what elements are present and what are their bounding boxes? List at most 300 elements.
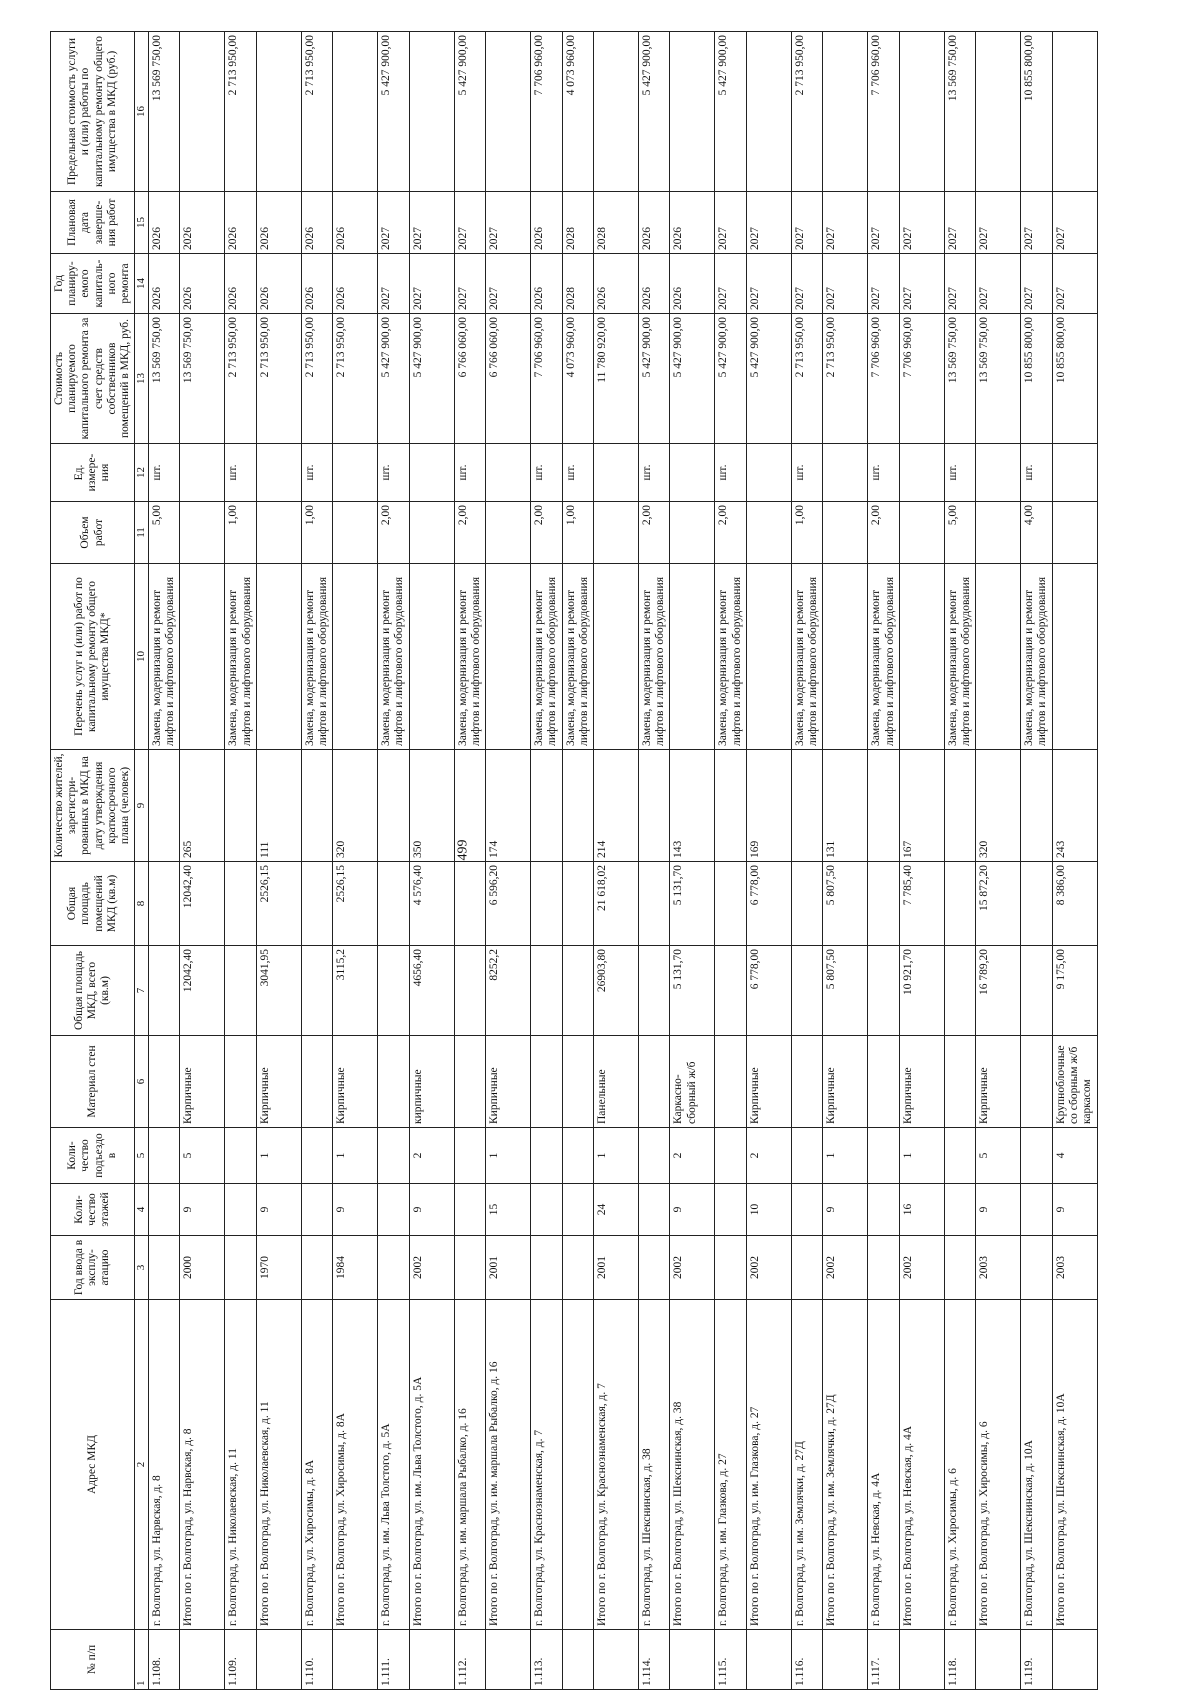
cell-unit: шт. [454,444,485,502]
cell-material: кирпичные [409,1036,454,1128]
cell-number [746,1630,791,1690]
cell-cost [868,314,899,444]
cell-plan-year-value: 2026 [182,287,195,310]
cell-end-date [639,192,670,254]
cell-volume: 2,00 [531,502,562,564]
cell-plan-year-value: 2026 [335,287,348,310]
cell-works: Замена, модернизация и ремонт лифтов и лифтового оборудования [791,564,822,750]
cell-end-date-value: 2026 [672,227,685,250]
column-number-row [135,32,149,1690]
cell-limit [333,32,378,192]
cell-cost-value: 2 713 950,00 [793,317,806,378]
cell-works: Замена, модернизация и ремонт лифтов и лифтового оборудования [1021,564,1052,750]
cell-area-total: 8252,2 [486,946,531,1036]
cell-entrances [868,1128,899,1184]
cell-volume: 4,00 [1021,502,1052,564]
cell-plan-year [486,254,531,314]
cell-works: Замена, модернизация и ремонт лифтов и лифтового оборудования [531,564,562,750]
cell-plan-year [301,254,332,314]
cell-material [639,1036,670,1128]
cell-plan-year [409,254,454,314]
cell-cost [301,314,332,444]
cell-end-date [486,192,531,254]
cell-plan-year-value: 2027 [748,287,761,310]
cell-cost-value: 13 569 750,00 [182,317,195,384]
cell-works: Замена, модернизация и ремонт лифтов и лифтового оборудования [454,564,485,750]
header-cell: Ед. измере-ния [51,444,135,502]
cell-address: Итого по г. Волгоград, ул. им. Землячки, д. 27Д [823,1300,868,1630]
table-total-row [486,32,531,1690]
table-total-row [746,32,791,1690]
cell-material [562,1036,593,1128]
cell-limit [594,32,639,192]
cell-limit: 5 427 900,00 [639,32,670,192]
cell-plan-year-value: 2027 [825,287,838,310]
cell-number: 1.108. [148,1630,179,1690]
cell-area-total: 4656,40 [409,946,454,1036]
cell-residents [944,750,975,862]
cell-plan-year-value: 2026 [227,287,240,310]
cell-volume: 1,00 [225,502,256,564]
cell-plan-year-value: 2026 [150,287,163,310]
cell-address: г. Волгоград, ул. Невская, д. 4А [868,1300,899,1630]
cell-end-date [409,192,454,254]
cell-cost [823,314,868,444]
cell-area-total: 5 131,70 [670,946,715,1036]
cell-entrances [378,1128,409,1184]
cell-floors: 15 [486,1184,531,1236]
table-body [148,32,1097,1690]
cell-area-rooms [531,862,562,946]
cell-address: Итого по г. Волгоград, ул. им. Глазкова, д. 27 [746,1300,791,1630]
cell-floors: 9 [823,1184,868,1236]
cell-number [409,1630,454,1690]
cell-residents [715,750,746,862]
cell-end-date [256,192,301,254]
cell-end-date-value: 2027 [901,227,914,250]
header-cell: Год планиру-емого капиталь-ного ремонта [51,254,135,314]
cell-unit [486,444,531,502]
cell-cost-value: 7 706 960,00 [901,317,914,378]
cell-entrances: 1 [333,1128,378,1184]
cell-works: Замена, модернизация и ремонт лифтов и лифтового оборудования [378,564,409,750]
cell-address: г. Волгоград, ул. Николаевская, д. 11 [225,1300,256,1630]
column-number: 2 [135,1300,149,1630]
cell-works: Замена, модернизация и ремонт лифтов и лифтового оборудования [639,564,670,750]
cell-cost [225,314,256,444]
column-number: 12 [135,444,149,502]
cell-material [944,1036,975,1128]
cell-area-rooms [715,862,746,946]
cell-year: 2002 [746,1236,791,1300]
column-number: 10 [135,564,149,750]
cell-area-rooms [639,862,670,946]
cell-works: Замена, модернизация и ремонт лифтов и лифтового оборудования [715,564,746,750]
cell-area-rooms [791,862,822,946]
cell-floors: 9 [180,1184,225,1236]
cell-unit: шт. [944,444,975,502]
cell-cost [378,314,409,444]
cell-floors [562,1184,593,1236]
cell-year [531,1236,562,1300]
cell-plan-year [454,254,485,314]
cell-plan-year [868,254,899,314]
cell-plan-year-value: 2027 [380,287,393,310]
cell-volume [333,502,378,564]
cell-end-date-value: 2027 [1023,227,1036,250]
cell-plan-year [791,254,822,314]
cell-area-total [562,946,593,1036]
cell-end-date-value: 2026 [150,227,163,250]
cell-unit [670,444,715,502]
cell-year [944,1236,975,1300]
cell-material [791,1036,822,1128]
cell-area-total [791,946,822,1036]
cell-residents: 167 [899,750,944,862]
cell-unit: шт. [791,444,822,502]
cell-end-date [454,192,485,254]
cell-area-rooms [1021,862,1052,946]
cell-end-date-value: 2028 [596,227,609,250]
cell-limit [180,32,225,192]
table-row [1021,32,1052,1690]
table-total-row [180,32,225,1690]
page-number: 499 [455,839,471,861]
cell-limit [976,32,1021,192]
cell-plan-year [225,254,256,314]
cell-year [562,1236,593,1300]
cell-entrances [1021,1128,1052,1184]
cell-limit: 2 713 950,00 [301,32,332,192]
cell-number: 1.115. [715,1630,746,1690]
cell-entrances [562,1128,593,1184]
cell-cost-value: 2 713 950,00 [227,317,240,378]
cell-limit: 5 427 900,00 [715,32,746,192]
cell-entrances [531,1128,562,1184]
cell-area-total [454,946,485,1036]
cell-unit: шт. [148,444,179,502]
rotated-page [50,0,1180,1690]
cell-end-date [944,192,975,254]
cell-area-rooms [868,862,899,946]
table-row [868,32,899,1690]
cell-limit: 10 855 800,00 [1021,32,1052,192]
cell-volume: 5,00 [944,502,975,564]
cell-floors [791,1184,822,1236]
table-row [225,32,256,1690]
cell-year: 2001 [594,1236,639,1300]
cell-residents [225,750,256,862]
cell-end-date-value: 2027 [380,227,393,250]
cell-number [486,1630,531,1690]
column-number: 5 [135,1128,149,1184]
cell-entrances: 2 [746,1128,791,1184]
cell-end-date-value: 2027 [456,227,469,250]
cell-area-total: 6 778,00 [746,946,791,1036]
cell-plan-year [746,254,791,314]
cell-area-rooms: 8 386,00 [1052,862,1097,946]
cell-works: Замена, модернизация и ремонт лифтов и лифтового оборудования [301,564,332,750]
cell-limit [409,32,454,192]
header-cell: Перечень услуг и (или) работ по капитальному ремонту общего имущества МКД* [51,564,135,750]
cell-end-date-value: 2027 [793,227,806,250]
cell-end-date [976,192,1021,254]
cell-works [180,564,225,750]
cell-cost-value: 13 569 750,00 [150,317,163,384]
cell-area-rooms: 6 596,20 [486,862,531,946]
cell-plan-year [562,254,593,314]
cell-end-date-value: 2028 [564,227,577,250]
cell-entrances: 5 [976,1128,1021,1184]
cell-floors: 9 [1052,1184,1097,1236]
cell-entrances [944,1128,975,1184]
cell-year [301,1236,332,1300]
cell-entrances: 1 [899,1128,944,1184]
cell-end-date [791,192,822,254]
cell-end-date-value: 2027 [411,227,424,250]
cell-floors [148,1184,179,1236]
cell-volume [1052,502,1097,564]
column-number: 6 [135,1036,149,1128]
cell-residents [378,750,409,862]
cell-end-date [333,192,378,254]
cell-end-date-value: 2027 [748,227,761,250]
cell-material [225,1036,256,1128]
cell-unit: шт. [1021,444,1052,502]
cell-works: Замена, модернизация и ремонт лифтов и лифтового оборудования [562,564,593,750]
cell-entrances: 5 [180,1128,225,1184]
cell-end-date-value: 2027 [870,227,883,250]
cell-cost-value: 2 713 950,00 [335,317,348,378]
cell-area-total: 26903,80 [594,946,639,1036]
cell-year [148,1236,179,1300]
cell-plan-year [1021,254,1052,314]
cell-number [823,1630,868,1690]
cell-cost-value: 11 780 920,00 [596,317,609,383]
cell-year: 2003 [1052,1236,1097,1300]
cell-volume: 1,00 [791,502,822,564]
cell-address: г. Волгоград, ул. Краснознаменская, д. 7 [531,1300,562,1630]
cell-number [180,1630,225,1690]
cell-cost [148,314,179,444]
cell-cost-value: 13 569 750,00 [978,317,991,384]
cell-plan-year [715,254,746,314]
cell-floors [868,1184,899,1236]
cell-end-date [225,192,256,254]
cell-floors [715,1184,746,1236]
table-total-row [823,32,868,1690]
cell-residents: 174 [486,750,531,862]
cell-end-date [148,192,179,254]
cell-floors: 10 [746,1184,791,1236]
cell-cost [670,314,715,444]
cell-cost-value: 5 427 900,00 [641,317,654,378]
cell-end-date-value: 2026 [533,227,546,250]
table-row [562,32,593,1690]
cell-floors [301,1184,332,1236]
cell-address: Итого по г. Волгоград, ул. Хиросимы, д. 6 [976,1300,1021,1630]
cell-number: 1.112. [454,1630,485,1690]
cell-entrances [791,1128,822,1184]
cell-unit [746,444,791,502]
table-total-row [670,32,715,1690]
cell-plan-year [594,254,639,314]
cell-volume: 1,00 [562,502,593,564]
cell-number [976,1630,1021,1690]
cell-cost-value: 5 427 900,00 [380,317,393,378]
header-cell: Стоимость планируемого капитального ремонта за счет средств собственников помещений в МКД, руб. [51,314,135,444]
cell-year: 2003 [976,1236,1021,1300]
cell-cost-value: 5 427 900,00 [748,317,761,378]
cell-end-date-value: 2026 [182,227,195,250]
cell-year: 2002 [823,1236,868,1300]
cell-works [670,564,715,750]
cell-area-total [944,946,975,1036]
cell-plan-year [899,254,944,314]
cell-volume [823,502,868,564]
cell-cost [715,314,746,444]
cell-area-rooms [301,862,332,946]
cell-limit: 13 569 750,00 [148,32,179,192]
cell-material [531,1036,562,1128]
cell-cost [562,314,593,444]
cell-works [333,564,378,750]
cell-entrances [148,1128,179,1184]
cell-unit [976,444,1021,502]
cell-address: Итого по г. Волгоград, ул. Шекснинская, д. 10А [1052,1300,1097,1630]
header-row [51,32,135,1690]
cell-plan-year-value: 2027 [793,287,806,310]
cell-plan-year [148,254,179,314]
cell-residents [301,750,332,862]
cell-year [791,1236,822,1300]
cell-plan-year-value: 2026 [596,287,609,310]
column-number: 1 [135,1630,149,1690]
cell-entrances [454,1128,485,1184]
table-total-row [1052,32,1097,1690]
cell-area-total [301,946,332,1036]
cell-area-rooms: 15 872,20 [976,862,1021,946]
cell-area-rooms: 12042,40 [180,862,225,946]
cell-end-date [531,192,562,254]
cell-limit [746,32,791,192]
cell-year: 2002 [899,1236,944,1300]
cell-plan-year-value: 2027 [411,287,424,310]
cell-limit [256,32,301,192]
cell-plan-year-value: 2027 [456,287,469,310]
cell-floors: 16 [899,1184,944,1236]
cell-limit [823,32,868,192]
header-cell: Плановая дата заверше-ния работ [51,192,135,254]
cell-limit: 7 706 960,00 [531,32,562,192]
table-total-row [976,32,1021,1690]
cell-cost [594,314,639,444]
cell-area-total: 12042,40 [180,946,225,1036]
table-total-row [899,32,944,1690]
cell-cost-value: 4 073 960,00 [564,317,577,378]
cell-material: Крупноблочные со сборным ж/б каркасом [1052,1036,1097,1128]
cell-plan-year [944,254,975,314]
cell-floors: 9 [976,1184,1021,1236]
cell-material: Кирпичные [746,1036,791,1128]
cell-volume [670,502,715,564]
cell-limit [486,32,531,192]
cell-volume [746,502,791,564]
cell-cost [1052,314,1097,444]
cell-end-date [715,192,746,254]
cell-area-total [868,946,899,1036]
cell-entrances: 1 [823,1128,868,1184]
cell-plan-year-value: 2026 [303,287,316,310]
cell-cost-value: 13 569 750,00 [946,317,959,384]
header-cell: Коли-чество этажей [51,1184,135,1236]
cell-unit [594,444,639,502]
cell-area-rooms: 4 576,40 [409,862,454,946]
cell-area-total: 9 175,00 [1052,946,1097,1036]
cell-end-date [899,192,944,254]
header-cell: Количество жителей, зарегистри-рованных в МКД на дату утверждения краткосрочного плана (человек) [51,750,135,862]
cell-number [594,1630,639,1690]
cell-works [823,564,868,750]
cell-end-date-value: 2026 [641,227,654,250]
cell-cost-value: 5 427 900,00 [411,317,424,378]
cell-residents: 143 [670,750,715,862]
cell-end-date-value: 2027 [1054,227,1067,250]
cell-plan-year-value: 2028 [564,287,577,310]
cell-entrances: 1 [486,1128,531,1184]
cell-residents [531,750,562,862]
cell-material [148,1036,179,1128]
cell-unit: шт. [301,444,332,502]
cell-area-total: 10 921,70 [899,946,944,1036]
cell-plan-year [670,254,715,314]
cell-limit [1052,32,1097,192]
cell-area-total [531,946,562,1036]
cell-address: г. Волгоград, ул. им. Землячки, д. 27Д [791,1300,822,1630]
cell-residents [562,750,593,862]
cell-area-rooms [562,862,593,946]
cell-area-rooms [148,862,179,946]
cell-address: Итого по г. Волгоград, ул. Невская, д. 4А [899,1300,944,1630]
cell-limit: 5 427 900,00 [378,32,409,192]
cell-area-total: 3115,2 [333,946,378,1036]
cell-year [454,1236,485,1300]
cell-unit [409,444,454,502]
cell-end-date [378,192,409,254]
cell-plan-year-value: 2027 [717,287,730,310]
cell-works [899,564,944,750]
cell-cost [531,314,562,444]
cell-end-date-value: 2027 [978,227,991,250]
cell-limit: 7 706 960,00 [868,32,899,192]
cell-entrances: 2 [409,1128,454,1184]
cell-material: Кирпичные [333,1036,378,1128]
cell-year [378,1236,409,1300]
cell-end-date-value: 2026 [258,227,271,250]
cell-plan-year-value: 2026 [258,287,271,310]
cell-unit: шт. [531,444,562,502]
cell-floors [944,1184,975,1236]
header-cell: Коли-чество подъездо в [51,1128,135,1184]
cell-number: 1.119. [1021,1630,1052,1690]
cell-end-date-value: 2027 [825,227,838,250]
cell-plan-year [1052,254,1097,314]
cell-cost [791,314,822,444]
cell-number: 1.111. [378,1630,409,1690]
column-number: 8 [135,862,149,946]
cell-area-total [715,946,746,1036]
cell-cost-value: 2 713 950,00 [825,317,838,378]
